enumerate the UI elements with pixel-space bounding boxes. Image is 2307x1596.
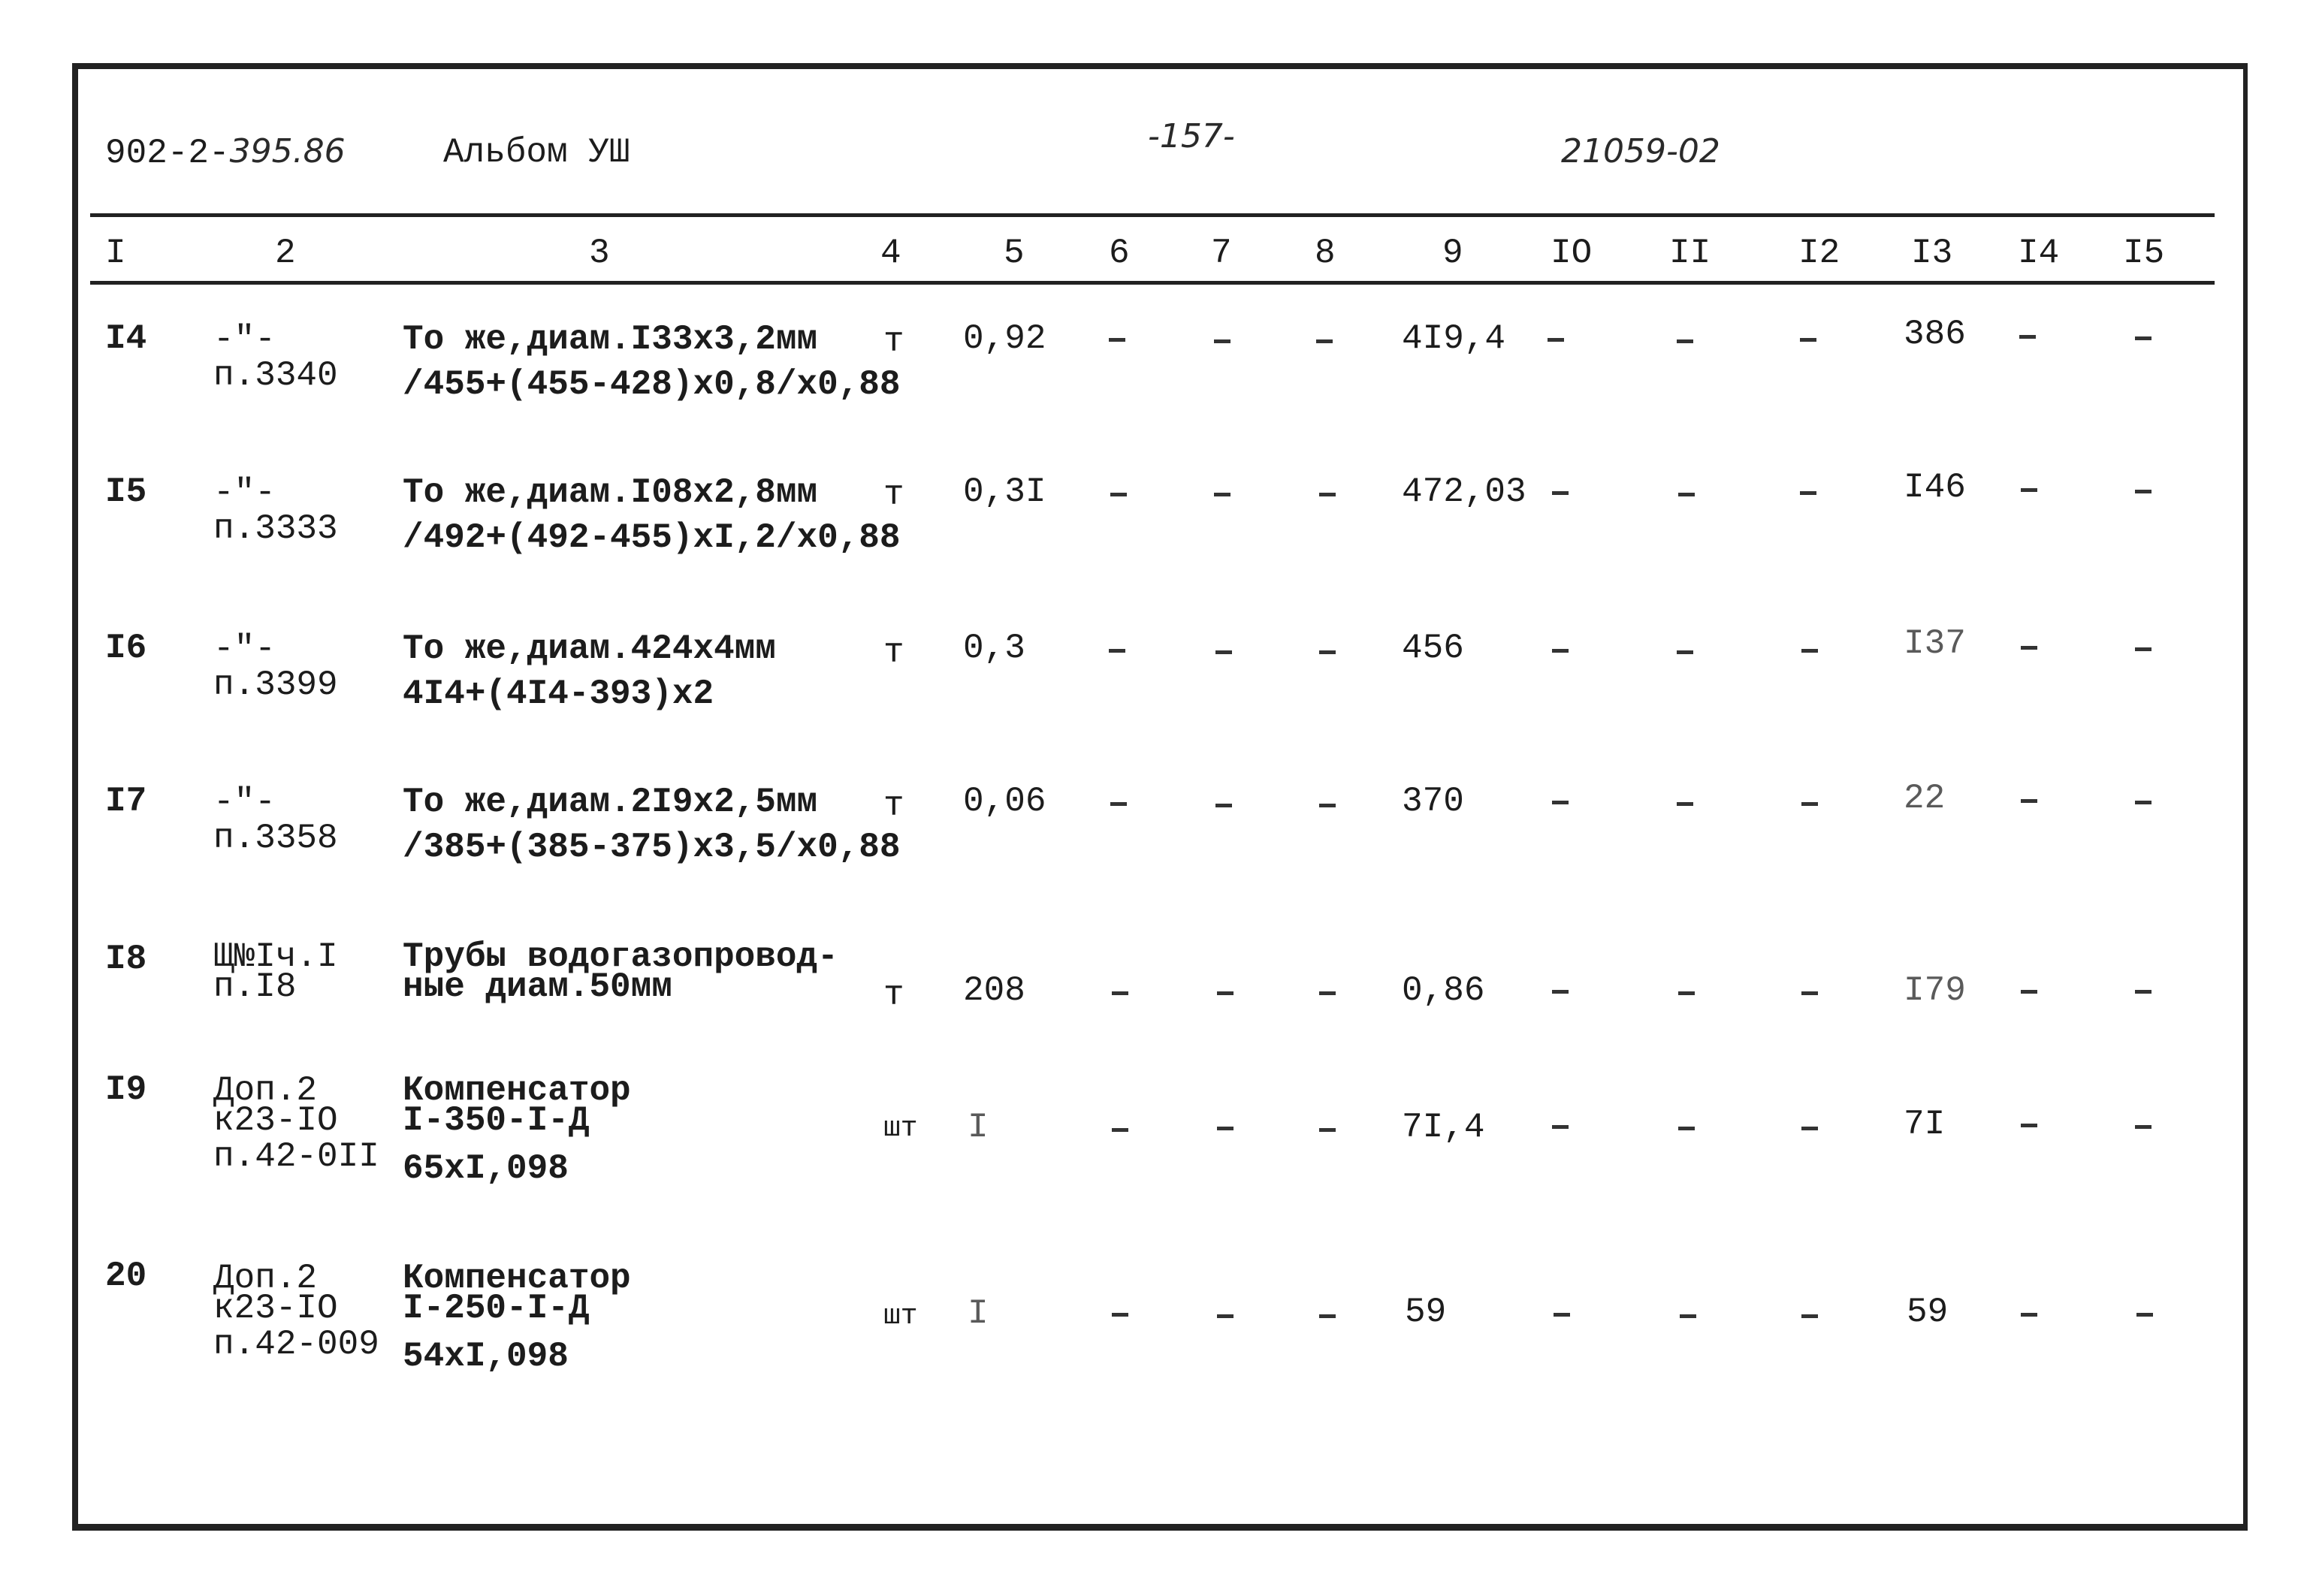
row-col-13: 386 [1904,315,1966,354]
row-source-line: п.3340 [213,356,338,395]
album-title: Альбом УШ [443,133,630,172]
row-col-13: I37 [1904,624,1966,663]
row-col-5: 0,3 [963,629,1025,668]
row-number: I5 [105,472,147,511]
row-description-line: То же,диам.2I9х2,5мм [403,783,818,822]
row-description [403,784,901,865]
dash-mark [1677,339,1693,343]
row-col-9: 456 [1402,629,1464,668]
dash-mark [2135,490,2151,493]
row-source-line: п.42-009 [213,1325,379,1364]
row-description-line: 4I4+(4I4-393)х2 [403,674,714,714]
col-header-13: I3 [1911,234,1953,273]
row-col-5: I [968,1294,989,1333]
col-header-9: 9 [1442,234,1463,273]
dash-mark [1112,991,1128,995]
dash-mark [1319,650,1336,654]
col-header-8: 8 [1315,234,1336,273]
row-source [213,1259,379,1364]
col-header-1: I [105,234,126,273]
row-col-9: 0,86 [1402,971,1485,1010]
dash-mark [1677,650,1693,654]
row-col-13: 7I [1904,1105,1946,1144]
dash-mark [1548,338,1564,342]
row-source [213,475,338,547]
doc-code-handwritten: 395.86 [229,132,346,170]
doc-code-printed: 902-2- [105,134,230,173]
dash-mark [1552,990,1569,994]
row-source-line: Доп.2 [213,1259,318,1298]
dash-mark [1214,339,1231,343]
row-description-line: Трубы водогазопровод- [403,937,838,976]
row-description-line: 54хI,098 [403,1337,569,1376]
dash-mark [1319,1314,1336,1318]
dash-mark [1316,339,1333,343]
header-rule-bottom [90,281,2215,285]
dash-mark [2135,990,2151,994]
doc-code [105,132,346,173]
row-source-line: -"- [213,783,276,822]
row-source [213,1071,379,1176]
row-description [403,475,901,556]
dash-mark [1800,338,1816,342]
dash-mark [1552,491,1569,495]
row-col-9: 7I,4 [1402,1108,1485,1147]
row-source-line: Доп.2 [213,1071,318,1110]
col-header-7: 7 [1211,234,1232,273]
col-header-11: II [1669,234,1711,273]
row-description-line: /492+(492-455)хI,2/х0,88 [403,518,901,557]
dash-mark [1319,804,1336,807]
dash-mark [1215,650,1232,654]
row-col-13: I46 [1904,468,1966,507]
dash-mark [1109,649,1125,653]
row-number: I6 [105,629,147,668]
dash-mark [2021,990,2037,994]
row-col-5: I [968,1108,989,1147]
dash-mark [1552,1125,1569,1129]
row-description-line: 65хI,098 [403,1149,569,1188]
row-col-9: 4I9,4 [1402,319,1506,358]
dash-mark [1677,802,1693,806]
reference-number: 21059-02 [1561,132,1720,170]
page-number: -157- [1148,117,1235,155]
dash-mark [1109,338,1125,342]
row-source-line: п.3399 [213,665,338,704]
dash-mark [1678,991,1695,995]
row-unit: шт [883,1300,918,1332]
row-description [403,631,776,712]
dash-mark [2135,1125,2151,1129]
row-col-5: 0,92 [963,319,1046,358]
col-header-14: I4 [2018,234,2060,273]
dash-mark [1801,802,1818,806]
dash-mark [2021,1313,2037,1317]
dash-mark [1801,991,1818,995]
row-unit: т [883,475,904,514]
dash-mark [2019,335,2036,339]
header-rule-top [90,213,2215,217]
dash-mark [1215,804,1232,807]
row-unit: т [883,786,904,825]
row-source-line: к23-IO [213,1101,338,1140]
row-unit: т [883,322,904,361]
dash-mark [1552,801,1569,804]
row-source-line: Щ№Iч.I [213,937,338,976]
row-number: I7 [105,782,147,821]
row-description [403,937,838,1006]
col-header-4: 4 [880,234,901,273]
row-source [213,784,338,856]
col-header-15: I5 [2123,234,2165,273]
dash-mark [1319,493,1336,496]
row-unit: шт [883,1112,918,1145]
row-source [213,631,338,703]
row-description [403,1259,631,1376]
row-col-9: 59 [1405,1293,1447,1332]
row-description-line: То же,диам.I08х2,8мм [403,473,818,512]
dash-mark [2021,799,2037,803]
row-col-13: 59 [1907,1293,1949,1332]
dash-mark [2135,336,2151,340]
dash-mark [2021,646,2037,650]
row-unit: т [883,976,904,1015]
dash-mark [1552,649,1569,653]
row-description [403,321,901,403]
row-col-13: 22 [1904,779,1946,818]
row-source-line: к23-IO [213,1289,338,1328]
dash-mark [2135,801,2151,804]
row-description-line: Компенсатор [403,1071,631,1110]
row-description-line: I-250-I-Д [403,1289,590,1328]
dash-mark [1319,1128,1336,1132]
col-header-2: 2 [275,234,296,273]
dash-mark [1678,1127,1695,1130]
col-header-10: IO [1551,234,1593,273]
row-col-9: 472,03 [1402,472,1526,511]
dash-mark [1801,1127,1818,1130]
dash-mark [1217,1314,1234,1318]
row-number: I4 [105,319,147,358]
row-number: I8 [105,940,147,979]
row-number: 20 [105,1257,147,1296]
row-source-line: п.3333 [213,509,338,548]
row-source-line: п.3358 [213,819,338,858]
row-description-line: /385+(385-375)х3,5/х0,88 [403,828,901,867]
row-col-9: 370 [1402,782,1464,821]
dash-mark [1554,1313,1570,1317]
dash-mark [2136,1313,2153,1317]
row-col-5: 0,3I [963,472,1046,511]
row-description-line: /455+(455-428)х0,8/х0,88 [403,365,901,404]
row-description [403,1071,631,1188]
dash-mark [2135,647,2151,651]
col-header-6: 6 [1109,234,1130,273]
row-description-line: То же,диам.I33х3,2мм [403,320,818,359]
dash-mark [1110,802,1127,806]
dash-mark [1680,1314,1696,1318]
dash-mark [1112,1313,1128,1317]
col-header-3: 3 [589,234,610,273]
col-header-12: I2 [1798,234,1840,273]
row-number: I9 [105,1070,147,1109]
row-description-line: I-350-I-Д [403,1101,590,1140]
dash-mark [2021,1124,2037,1127]
dash-mark [2021,488,2037,492]
col-header-5: 5 [1004,234,1025,273]
row-source-line: -"- [213,320,276,359]
row-description-line: То же,диам.424х4мм [403,629,776,668]
dash-mark [1217,991,1234,995]
row-source-line: п.42-0II [213,1137,379,1176]
row-source-line: -"- [213,473,276,512]
dash-mark [1801,649,1818,653]
row-source [213,321,338,394]
row-source-line: -"- [213,629,276,668]
dash-mark [1112,1128,1128,1132]
row-col-13: I79 [1904,971,1966,1010]
row-col-5: 208 [963,971,1025,1010]
dash-mark [1110,493,1127,496]
dash-mark [1217,1127,1234,1130]
row-source [213,937,338,1006]
dash-mark [1319,991,1336,995]
dash-mark [1800,491,1816,495]
row-unit: т [883,633,904,672]
dash-mark [1214,493,1231,496]
row-col-5: 0,06 [963,782,1046,821]
row-source-line: п.I8 [213,967,297,1006]
dash-mark [1801,1314,1818,1318]
row-description-line: ные диам.50мм [403,967,672,1006]
row-description-line: Компенсатор [403,1259,631,1298]
dash-mark [1678,493,1695,496]
